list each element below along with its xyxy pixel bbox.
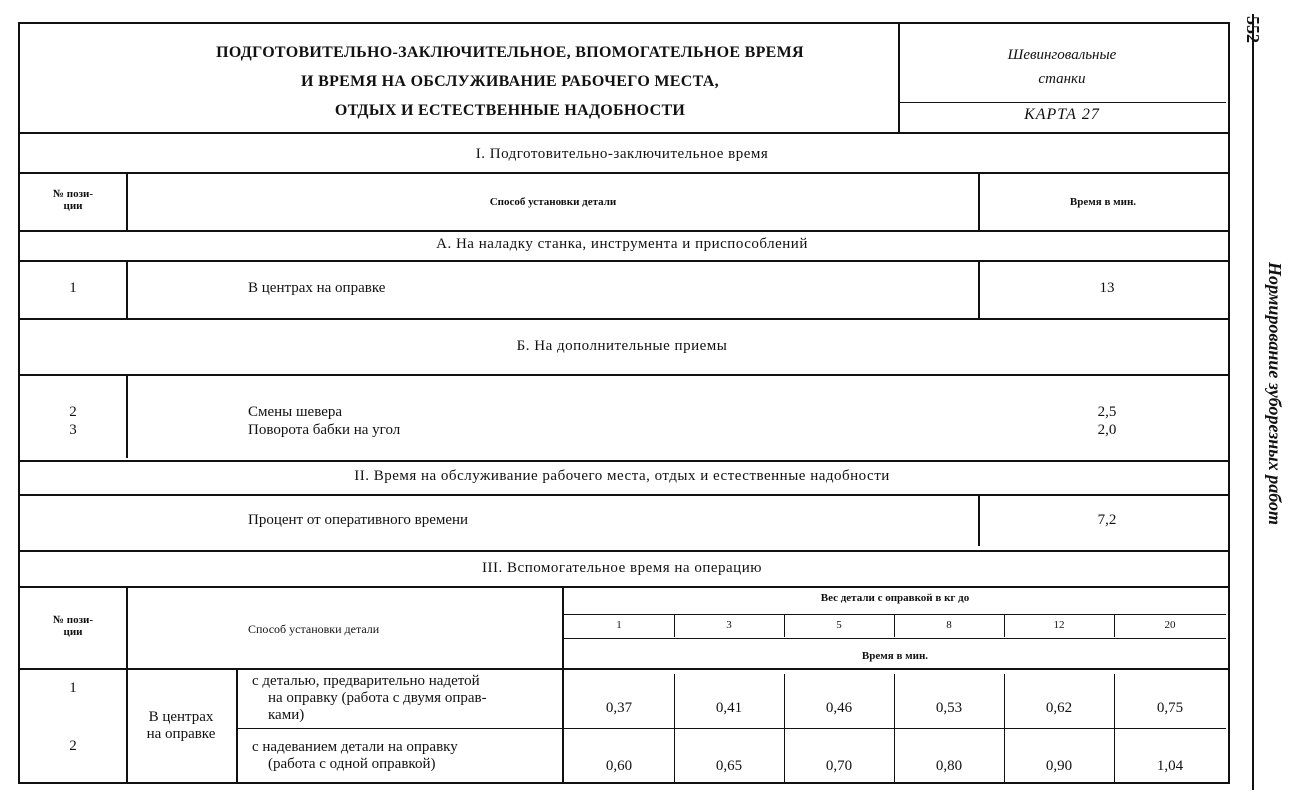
machine-line-2: станки — [1038, 71, 1086, 87]
s3-row-1-value-w3: 0,41 — [715, 700, 743, 716]
rule — [18, 550, 1228, 552]
s3-row-2-value-w20: 1,04 — [1156, 758, 1184, 774]
s3-row-1-desc-line-3: ками) — [268, 707, 305, 723]
title-line-2: И ВРЕМЯ НА ОБСЛУЖИВАНИЕ РАБОЧЕГО МЕСТА, — [301, 73, 719, 90]
row-1-position: 1 — [69, 280, 77, 296]
header-divider — [898, 24, 900, 132]
page-title — [130, 38, 890, 125]
rule — [18, 172, 1228, 174]
row-3-time: 2,0 — [1097, 422, 1117, 438]
header-bottom-rule — [18, 132, 1228, 134]
row-2-method: Смены шевера — [248, 404, 343, 420]
weight-8: 8 — [946, 619, 952, 631]
rule — [238, 728, 1226, 729]
section-2-method: Процент от оперативного времени — [248, 512, 469, 528]
s3-col-position-line-1: № пози- — [52, 614, 94, 626]
s3-row-2-value-w1: 0,60 — [605, 758, 633, 774]
weight-12: 12 — [1053, 619, 1065, 631]
rule — [18, 494, 1228, 496]
s3-row-2-value-w12: 0,90 — [1045, 758, 1073, 774]
col-position-line-1: № пози- — [52, 188, 94, 200]
rule — [18, 586, 1228, 588]
card-divider — [898, 102, 1226, 103]
weight-header: Вес детали с оправкой в кг до — [820, 592, 970, 604]
group-label — [128, 709, 234, 743]
row-3-position: 3 — [69, 422, 77, 438]
s3-row-2-value-w5: 0,70 — [825, 758, 853, 774]
group-label-line-2: на оправке — [146, 726, 216, 742]
s3-col-position-header — [20, 614, 126, 638]
rule — [18, 460, 1228, 462]
s3-row-2-position: 2 — [69, 738, 77, 754]
weight-1: 1 — [616, 619, 622, 631]
row-2-position: 2 — [69, 404, 77, 420]
s3-row-1-value-w12: 0,62 — [1045, 700, 1073, 716]
col-divider — [126, 262, 128, 318]
rows-b-times — [980, 403, 1234, 439]
col-divider — [236, 670, 238, 782]
title-line-3: ОТДЫХ И ЕСТЕСТВЕННЫЕ НАДОБНОСТИ — [334, 102, 686, 119]
s3-col-method-header: Способ установки детали — [248, 622, 380, 636]
col-position-header — [20, 188, 126, 212]
weight-3: 3 — [726, 619, 732, 631]
rows-b-positions — [20, 403, 126, 439]
section-2-time: 7,2 — [1097, 512, 1117, 528]
row-1-method: В центрах на оправке — [248, 280, 386, 296]
s3-row-2-value-w3: 0,65 — [715, 758, 743, 774]
rows-b-methods — [248, 403, 400, 439]
card-number: КАРТА 27 — [1024, 106, 1100, 123]
section-1-heading: I. Подготовительно-заключительное время — [475, 146, 769, 162]
margin-rule — [1252, 14, 1254, 790]
s3-row-1-value-w1: 0,37 — [605, 700, 633, 716]
rule — [18, 668, 1228, 670]
s3-row-1-position: 1 — [69, 680, 77, 696]
machine-type — [902, 43, 1222, 91]
col-time-header: Время в мин. — [1069, 196, 1137, 208]
col-method-header: Способ установки детали — [489, 196, 617, 208]
rule — [18, 318, 1228, 320]
rule — [564, 638, 1226, 639]
s3-col-position-line-2: ции — [63, 626, 83, 638]
s3-row-1-desc-line-1: с деталью, предварительно надетой — [252, 673, 480, 689]
section-3-heading: III. Вспомогательное время на операцию — [482, 560, 762, 576]
rule — [18, 260, 1228, 262]
weight-20: 20 — [1164, 619, 1176, 631]
machine-line-1: Шевинговальные — [1007, 47, 1117, 63]
group-label-line-1: В центрах — [148, 709, 214, 725]
rule — [18, 230, 1228, 232]
page-number: 552 — [1243, 16, 1263, 43]
title-line-1: ПОДГОТОВИТЕЛЬНО-ЗАКЛЮЧИТЕЛЬНОЕ, ВПОМОГАТЕЛЬНОЕ ВРЕМЯ — [216, 44, 804, 61]
running-title: Нормирование зуборезных работ — [1265, 262, 1285, 525]
row-3-method: Поворота бабки на угол — [248, 422, 401, 438]
s3-row-1-desc-line-2: на оправку (работа с двумя оправ- — [268, 690, 487, 706]
row-2-time: 2,5 — [1097, 404, 1117, 420]
s3-row-2-desc — [252, 739, 458, 773]
col-position-line-2: ции — [63, 200, 83, 212]
s3-row-1-value-w20: 0,75 — [1156, 700, 1184, 716]
s3-row-1-desc — [252, 673, 487, 724]
s3-row-2-value-w8: 0,80 — [935, 758, 963, 774]
s3-row-1-value-w5: 0,46 — [825, 700, 853, 716]
col-divider — [126, 588, 128, 668]
subsection-a-heading: А. На наладку станка, инструмента и приспособлений — [436, 236, 808, 252]
s3-row-2-desc-line-1: с надеванием детали на оправку — [252, 739, 458, 755]
top-rule — [18, 22, 1228, 24]
s3-row-1-value-w8: 0,53 — [935, 700, 963, 716]
time-header: Время в мин. — [861, 650, 929, 662]
subsection-b-heading: Б. На дополнительные приемы — [516, 338, 728, 354]
weight-5: 5 — [836, 619, 842, 631]
row-1-time: 13 — [1099, 280, 1115, 296]
col-divider — [126, 376, 128, 458]
s3-row-2-desc-line-2: (работа с одной оправкой) — [268, 756, 436, 772]
rule — [18, 374, 1228, 376]
section-2-heading: II. Время на обслуживание рабочего места, отдых и естественные надобности — [354, 468, 890, 484]
rule — [564, 614, 1226, 615]
